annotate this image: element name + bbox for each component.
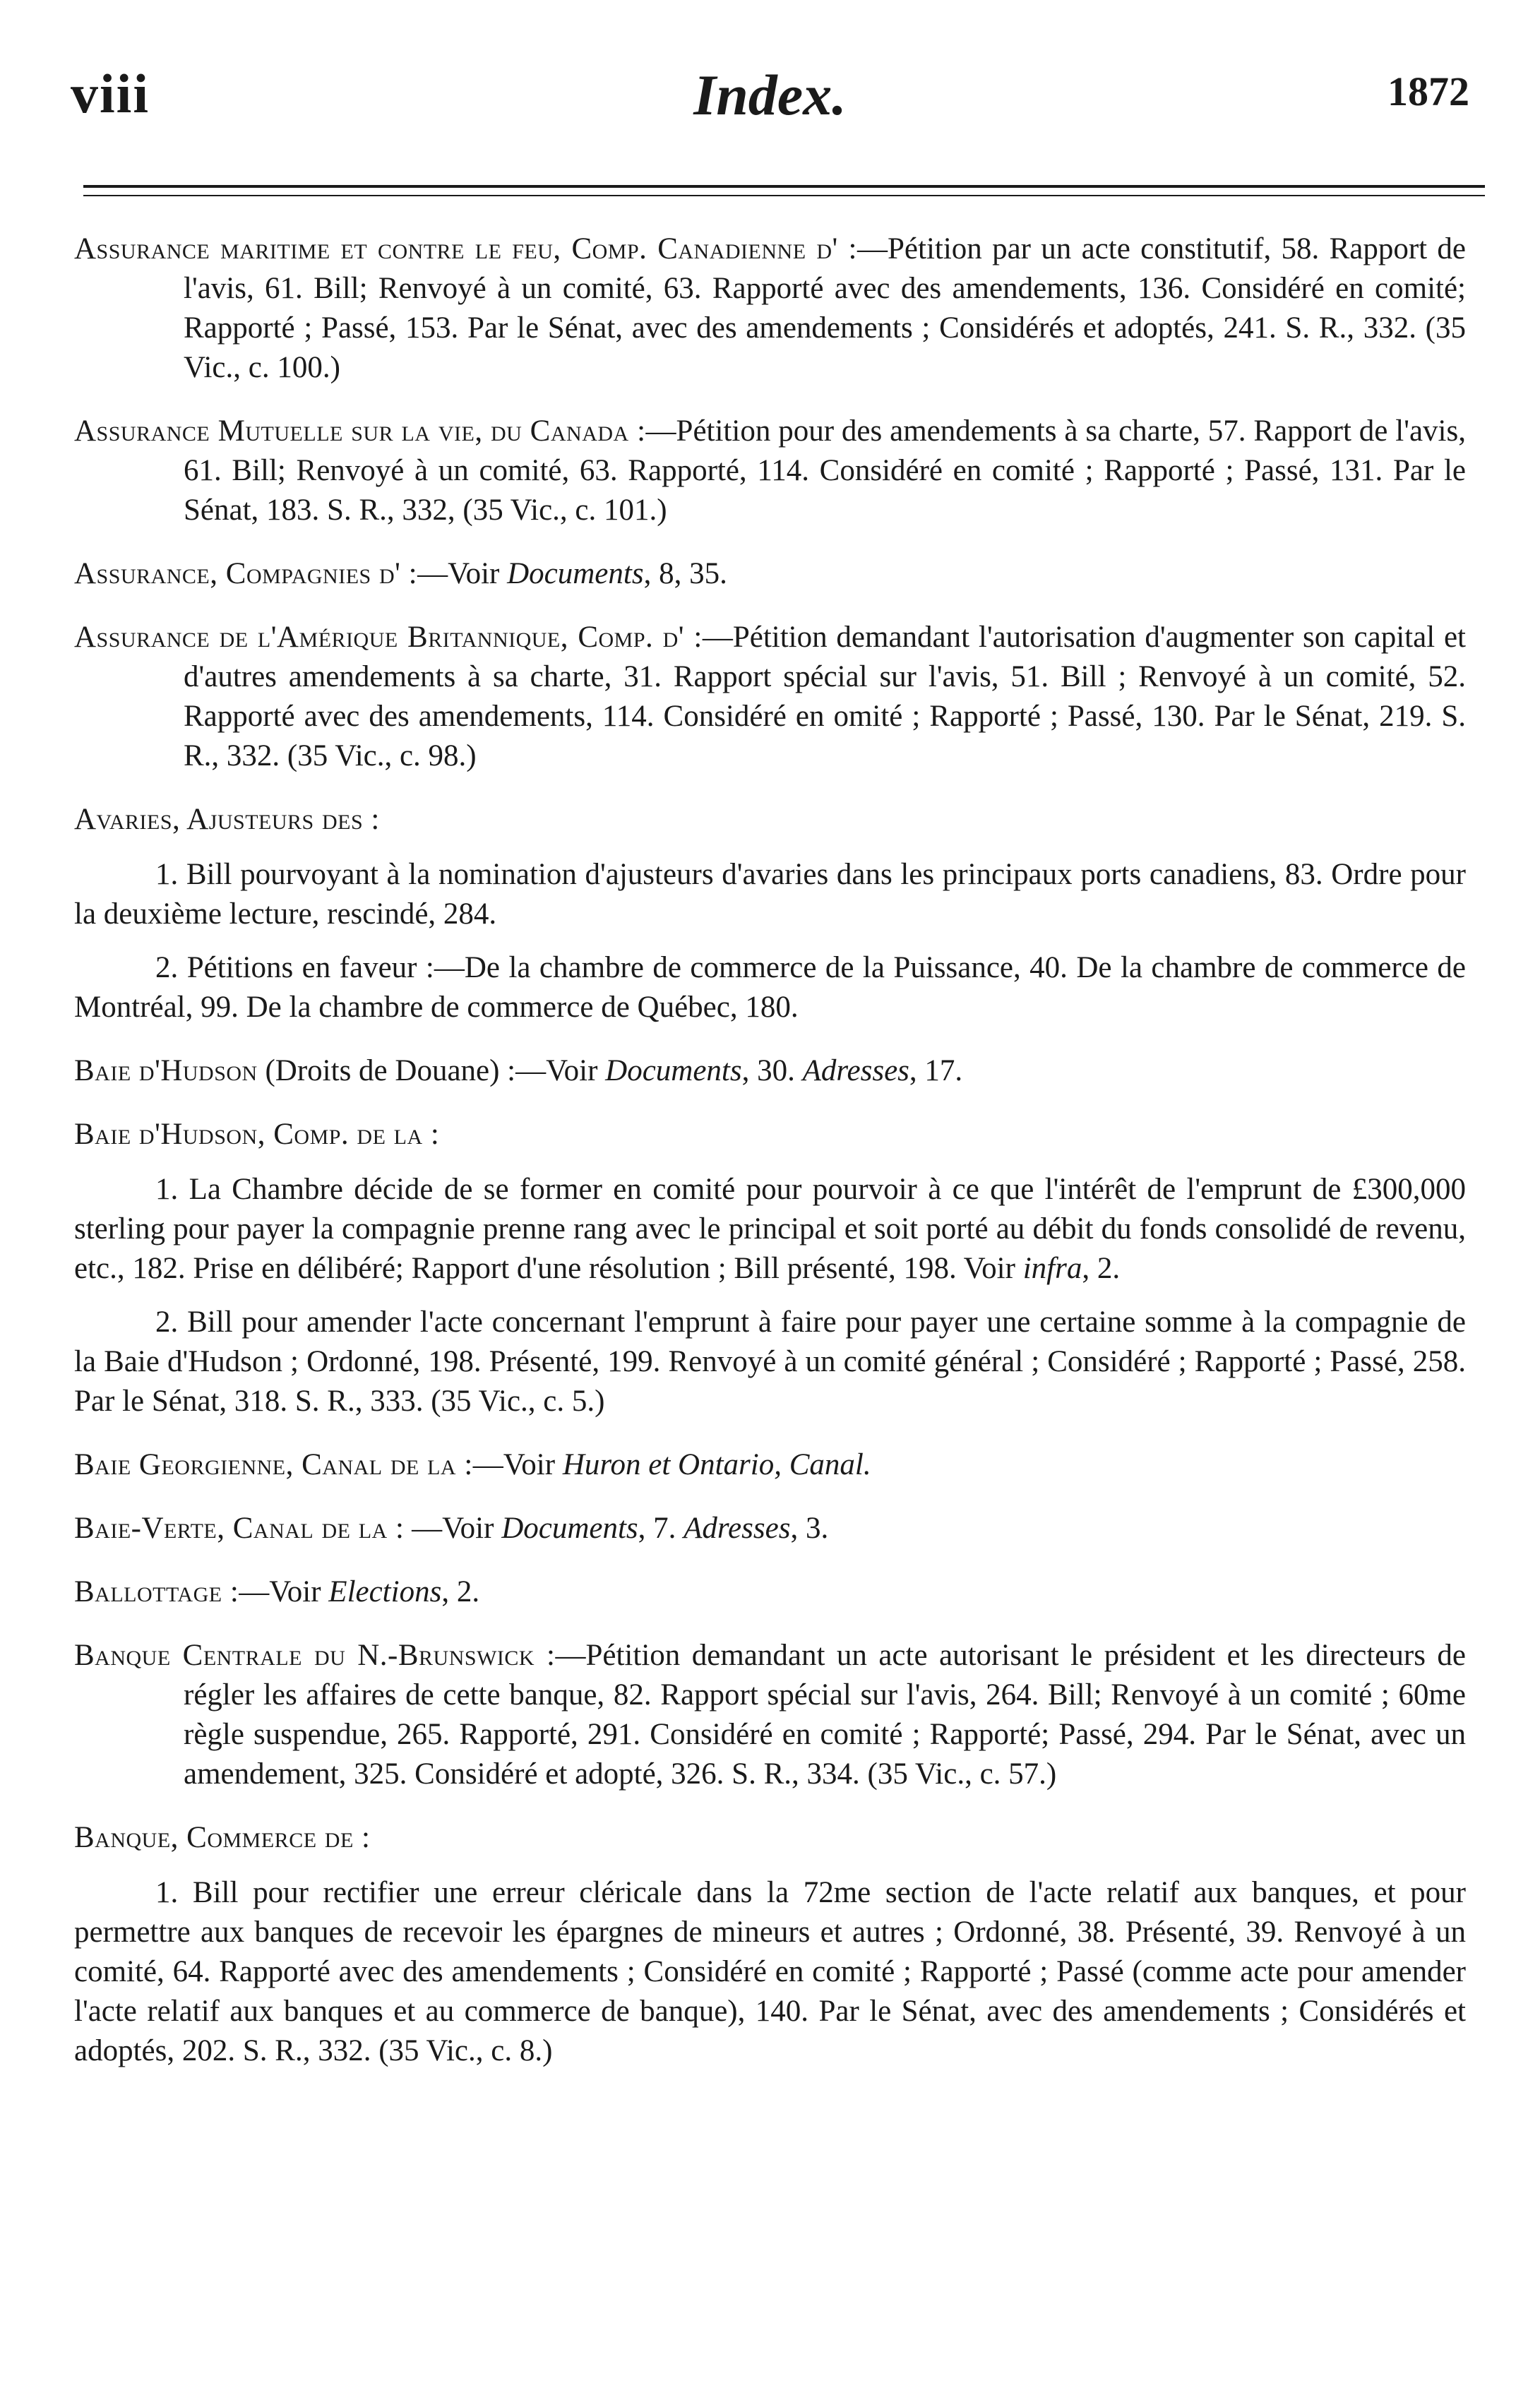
index-entry	[74, 229, 1466, 388]
index-entry	[74, 1445, 1466, 1485]
entry-heading: Banque Centrale du N.-Brunswick :	[74, 1639, 556, 1672]
entry-subparagraph: 1. Bill pour rectifier une erreur cléricale dans la 72me section de l'acte relatif aux banques, et pour permettre aux banques de recevoir les épargnes de mineurs et autres ; Ordonné, 38. Présenté, 39. Renvoyé à un comité, 64. Rapporté avec des amendements ; Considéré en comité ; Rapporté ; Passé (comme acte pour amender l'acte relatif aux banques et au commerce de banque), 140. Par le Sénat, avec des amendements ; Considérés et adoptés, 202. S. R., 332. (35 Vic., c. 8.)	[74, 1876, 1466, 2067]
index-entry	[74, 618, 1466, 776]
cross-reference: Documents	[501, 1512, 638, 1545]
entry-heading: Ballottage :	[74, 1575, 239, 1608]
index-entry	[74, 1051, 1466, 1091]
entry-heading: Baie Georgienne, Canal de la :	[74, 1448, 473, 1481]
index-entry	[74, 800, 1466, 840]
entry-subparagraph: 2. Pétitions en faveur :—De la chambre de commerce de la Puissance, 40. De la chambre de commerce de Montréal, 99. De la chambre de commerce de Québec, 180.	[74, 951, 1466, 1024]
cross-reference: Adresses	[684, 1512, 791, 1545]
header-rule-thick	[83, 185, 1485, 188]
index-entry	[74, 1818, 1466, 1858]
index-entry	[74, 1636, 1466, 1794]
entry-text: , 2.	[1082, 1252, 1121, 1285]
entry-heading: Baie d'Hudson, Comp. de la :	[74, 1118, 440, 1151]
entry-text: —Voir	[404, 1512, 502, 1545]
entry-text: (Droits de Douane) :—Voir	[257, 1054, 606, 1087]
page-number: viii	[71, 63, 150, 124]
index-entry	[74, 554, 1466, 594]
entry-text: —Pétition par un acte constitutif, 58. Rapport de l'avis, 61. Bill; Renvoyé à un comité, 63. Rapporté avec des amendements, 136. Considéré en comité; Rapporté ; Passé, 153. Par le Sénat, avec des amendements ; Considérés et adoptés, 241. S. R., 332. (35 Vic., c. 100.)	[184, 232, 1466, 384]
cross-reference: infra	[1022, 1252, 1082, 1285]
entry-text: , 2.	[441, 1575, 480, 1608]
cross-reference: Elections	[328, 1575, 442, 1608]
cross-reference: Documents	[605, 1054, 742, 1087]
cross-reference: Adresses	[802, 1054, 909, 1087]
entry-text: —Pétition demandant l'autorisation d'augmenter son capital et d'autres amendements à sa charte, 31. Rapport spécial sur l'avis, 51. Bill ; Renvoyé à un comité, 52. Rapporté avec des amendements, 114. Considéré en omité ; Rapporté ; Passé, 130. Par le Sénat, 219. S. R., 332. (35 Vic., c. 98.)	[184, 621, 1466, 772]
entry-text: , 3.	[790, 1512, 829, 1545]
index-entry	[74, 1572, 1466, 1612]
entry-text: —Voir	[239, 1575, 329, 1608]
entry-text: 1. La Chambre décide de se former en comité pour pourvoir à ce que l'intérêt de l'emprunt de £300,000 sterling pour payer la compagnie prenne rang avec le principal et soit porté au débit du fonds consolidé de revenu, etc., 182. Prise en délibéré; Rapport d'une résolution ; Bill présenté, 198. Voir	[74, 1173, 1466, 1285]
entry-subparagraph: 2. Bill pour amender l'acte concernant l'emprunt à faire pour payer une certaine somme à la compagnie de la Baie d'Hudson ; Ordonné, 198. Présenté, 199. Renvoyé à un comité général ; Considéré ; Rapporté ; Passé, 258. Par le Sénat, 318. S. R., 333. (35 Vic., c. 5.)	[74, 1306, 1466, 1418]
index-entry	[74, 1509, 1466, 1548]
index-entry	[74, 412, 1466, 530]
entry-heading: Avaries, Ajusteurs des :	[74, 803, 380, 836]
entry-heading: Assurance de l'Amérique Britannique, Comp. d' :	[74, 621, 703, 654]
entry-heading: Banque, Commerce de :	[74, 1821, 371, 1854]
entry-text: , 8, 35.	[643, 557, 727, 590]
index-entry	[74, 1115, 1466, 1154]
entry-heading: Baie d'Hudson	[74, 1054, 258, 1087]
entry-heading: Assurance Mutuelle sur la vie, du Canada :	[74, 414, 646, 448]
entry-text: , 7.	[638, 1512, 684, 1545]
page-year: 1872	[1387, 68, 1469, 114]
index-content	[74, 229, 1466, 2095]
entry-text: , 17.	[909, 1054, 963, 1087]
page-header	[71, 62, 1469, 147]
entry-subparagraph	[74, 1170, 1466, 1289]
entry-heading: Baie-Verte, Canal de la :	[74, 1512, 405, 1545]
page-title: Index.	[693, 63, 847, 127]
header-rule-thin	[83, 195, 1485, 196]
entry-heading: Assurance maritime et contre le feu, Comp. Canadienne d' :	[74, 232, 857, 265]
entry-subparagraph: 1. Bill pourvoyant à la nomination d'ajusteurs d'avaries dans les principaux ports canadiens, 83. Ordre pour la deuxième lecture, rescindé, 284.	[74, 858, 1466, 931]
entry-text: —Voir	[417, 557, 508, 590]
entry-text: —Pétition demandant un acte autorisant le président et les directeurs de régler les affaires de cette banque, 82. Rapport spécial sur l'avis, 264. Bill; Renvoyé à un comité ; 60me règle suspendue, 265. Rapporté, 291. Considéré en comité ; Rapporté; Passé, 294. Par le Sénat, avec un amendement, 325. Considéré et adopté, 326. S. R., 334. (35 Vic., c. 57.)	[184, 1639, 1466, 1791]
entry-text: —Voir	[472, 1448, 563, 1481]
entry-heading: Assurance, Compagnies d' :	[74, 557, 418, 590]
entry-text: —Pétition pour des amendements à sa charte, 57. Rapport de l'avis, 61. Bill; Renvoyé à un comité, 63. Rapporté, 114. Considéré en comité ; Rapporté ; Passé, 131. Par le Sénat, 183. S. R., 332, (35 Vic., c. 101.)	[184, 414, 1466, 527]
entry-text: , 30.	[741, 1054, 803, 1087]
cross-reference: Documents	[507, 557, 644, 590]
cross-reference: Huron et Ontario, Canal.	[562, 1448, 871, 1481]
